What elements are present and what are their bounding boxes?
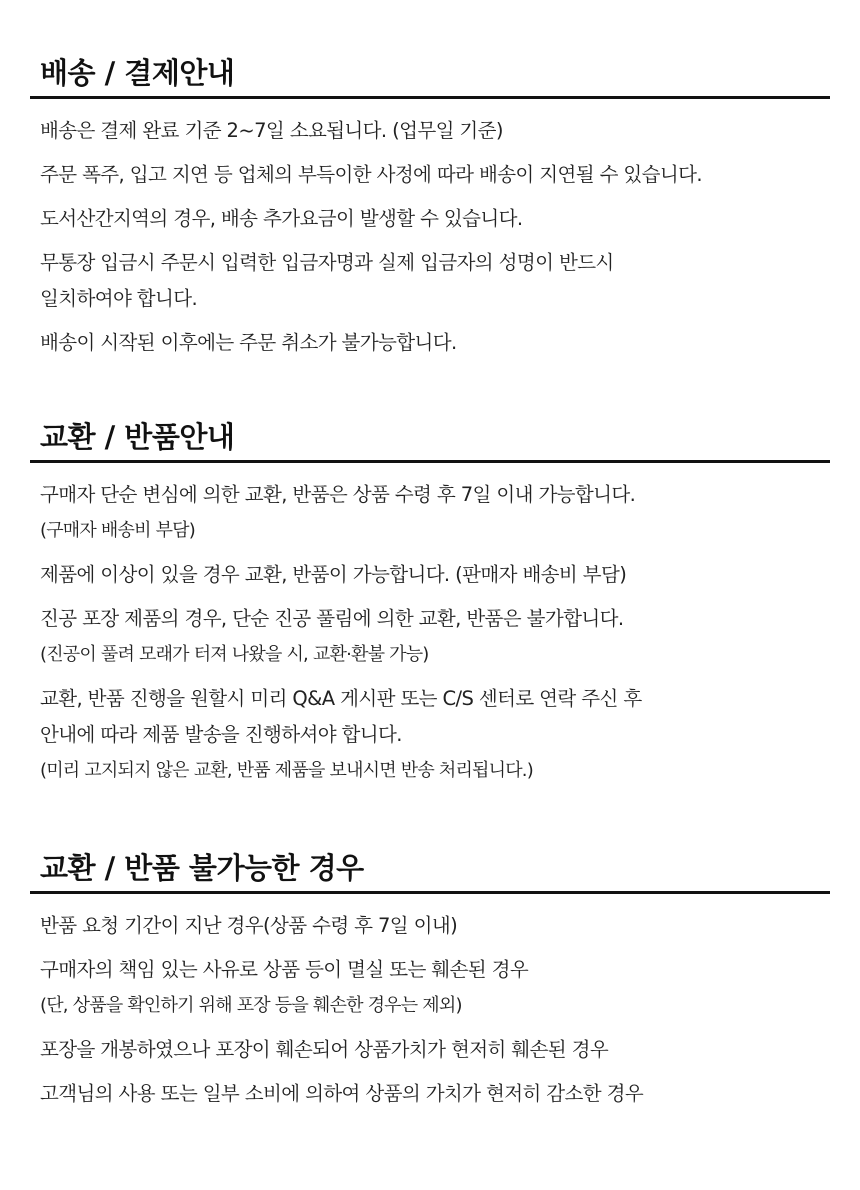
item-note: (미리 고지되지 않은 교환, 반품 제품을 보내시면 반송 처리됩니다.)	[40, 760, 533, 781]
item-text: 일치하여야 합니다.	[40, 287, 198, 310]
exchange-return-section	[30, 414, 830, 797]
section-title: 교환 / 반품 불가능한 경우	[40, 851, 364, 885]
item-text: 구매자 단순 변심에 의한 교환, 반품은 상품 수령 후 7일 이내 가능합니다.	[40, 483, 636, 506]
non-returnable-section	[30, 845, 830, 1120]
item-text: 진공 포장 제품의 경우, 단순 진공 풀림에 의한 교환, 반품은 불가합니다.	[40, 607, 624, 630]
list-item	[40, 952, 830, 1024]
list-item	[40, 1076, 830, 1112]
item-text: 도서산간지역의 경우, 배송 추가요금이 발생할 수 있습니다.	[40, 207, 523, 230]
section-title: 교환 / 반품안내	[40, 420, 235, 454]
list-item	[40, 908, 830, 944]
item-note: (단, 상품을 확인하기 위해 포장 등을 훼손한 경우는 제외)	[40, 995, 462, 1016]
item-text: 교환, 반품 진행을 원할시 미리 Q&A 게시판 또는 C/S 센터로 연락 주신 후	[40, 687, 642, 710]
item-text: 제품에 이상이 있을 경우 교환, 반품이 가능합니다. (판매자 배송비 부담)	[40, 563, 627, 586]
item-note: (진공이 풀려 모래가 터져 나왔을 시, 교환·환불 가능)	[40, 644, 429, 665]
section-title: 배송 / 결제안내	[40, 56, 235, 90]
item-text: 반품 요청 기간이 지난 경우(상품 수령 후 7일 이내)	[40, 914, 458, 937]
item-text: 안내에 따라 제품 발송을 진행하셔야 합니다.	[40, 723, 402, 746]
item-text: 배송이 시작된 이후에는 주문 취소가 불가능합니다.	[40, 331, 457, 354]
item-text: 포장을 개봉하였으나 포장이 훼손되어 상품가치가 현저히 훼손된 경우	[40, 1038, 609, 1061]
notice-list	[30, 463, 830, 789]
list-item	[40, 201, 830, 237]
notice-list	[30, 99, 830, 361]
item-text: 무통장 입금시 주문시 입력한 입금자명과 실제 입금자의 성명이 반드시	[40, 251, 614, 274]
item-note: (구매자 배송비 부담)	[40, 520, 195, 541]
list-item	[40, 477, 830, 549]
list-item	[40, 681, 830, 789]
notice-list	[30, 894, 830, 1112]
shipping-payment-section	[30, 50, 830, 369]
list-item	[40, 1032, 830, 1068]
list-item	[40, 245, 830, 317]
list-item	[40, 157, 830, 193]
list-item	[40, 325, 830, 361]
item-text: 구매자의 책임 있는 사유로 상품 등이 멸실 또는 훼손된 경우	[40, 958, 529, 981]
list-item	[40, 113, 830, 149]
item-text: 주문 폭주, 입고 지연 등 업체의 부득이한 사정에 따라 배송이 지연될 수 있습니다.	[40, 163, 702, 186]
list-item	[40, 601, 830, 673]
item-text: 배송은 결제 완료 기준 2~7일 소요됩니다. (업무일 기준)	[40, 119, 503, 142]
list-item	[40, 557, 830, 593]
item-text: 고객님의 사용 또는 일부 소비에 의하여 상품의 가치가 현저히 감소한 경우	[40, 1082, 644, 1105]
